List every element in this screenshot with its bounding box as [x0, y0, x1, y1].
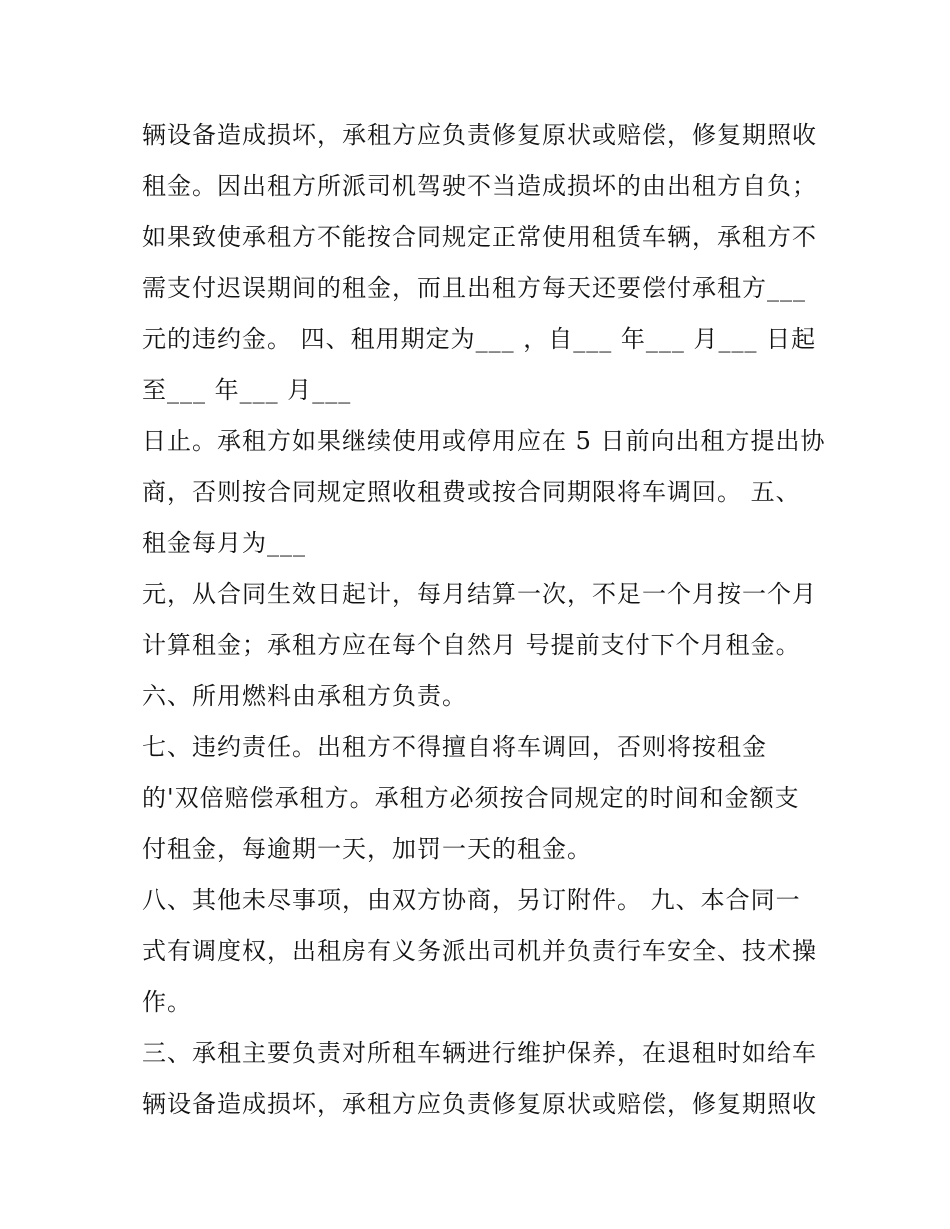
- text-line: 辆设备造成损坏，承租方应负责修复原状或赔偿，修复期照收: [142, 1090, 817, 1118]
- text-line: 至___ 年___ 月___: [142, 376, 352, 404]
- text-line: 租金每月为___: [142, 529, 306, 557]
- text-line: 元，从合同生效日起计，每月结算一次，不足一个月按一个月: [142, 580, 817, 608]
- contract-text: [142, 110, 826, 1130]
- text-line: 租金。因出租方所派司机驾驶不当造成损坏的由出租方自负；: [142, 172, 817, 200]
- text-line: 七、违约责任。出租方不得擅自将车调回，否则将按租金: [142, 733, 767, 761]
- text-line: 八、其他未尽事项，由双方协商，另订附件。 九、本合同一: [142, 886, 801, 914]
- text-line: 商，否则按合同规定照收租费或按合同期限将车调回。 五、: [142, 478, 801, 506]
- text-line: 三、承租主要负责对所租车辆进行维护保养，在退租时如给车: [142, 1039, 817, 1067]
- text-line: 计算租金；承租方应在每个自然月 号提前支付下个月租金。: [142, 631, 801, 659]
- text-line: 六、所用燃料由承租方负责。: [142, 682, 467, 710]
- text-line: 辆设备造成损坏，承租方应负责修复原状或赔偿，修复期照收: [142, 121, 817, 149]
- text-line: 日止。承租方如果继续使用或停用应在 5 日前向出租方提出协: [142, 427, 826, 455]
- text-line: 如果致使承租方不能按合同规定正常使用租赁车辆，承租方不: [142, 223, 817, 251]
- text-line: 需支付迟误期间的租金，而且出租方每天还要偿付承租方___: [142, 274, 806, 302]
- text-line: 付租金，每逾期一天，加罚一天的租金。: [142, 835, 592, 863]
- text-line: 的'双倍赔偿承租方。承租方必须按合同规定的时间和金额支: [142, 784, 800, 812]
- text-line: 式有调度权，出租房有义务派出司机并负责行车安全、技术操: [142, 937, 817, 965]
- text-line: 元的违约金。 四、租用期定为___ ，自___ 年___ 月___ 日起: [142, 325, 817, 353]
- text-line: 作。: [142, 988, 192, 1016]
